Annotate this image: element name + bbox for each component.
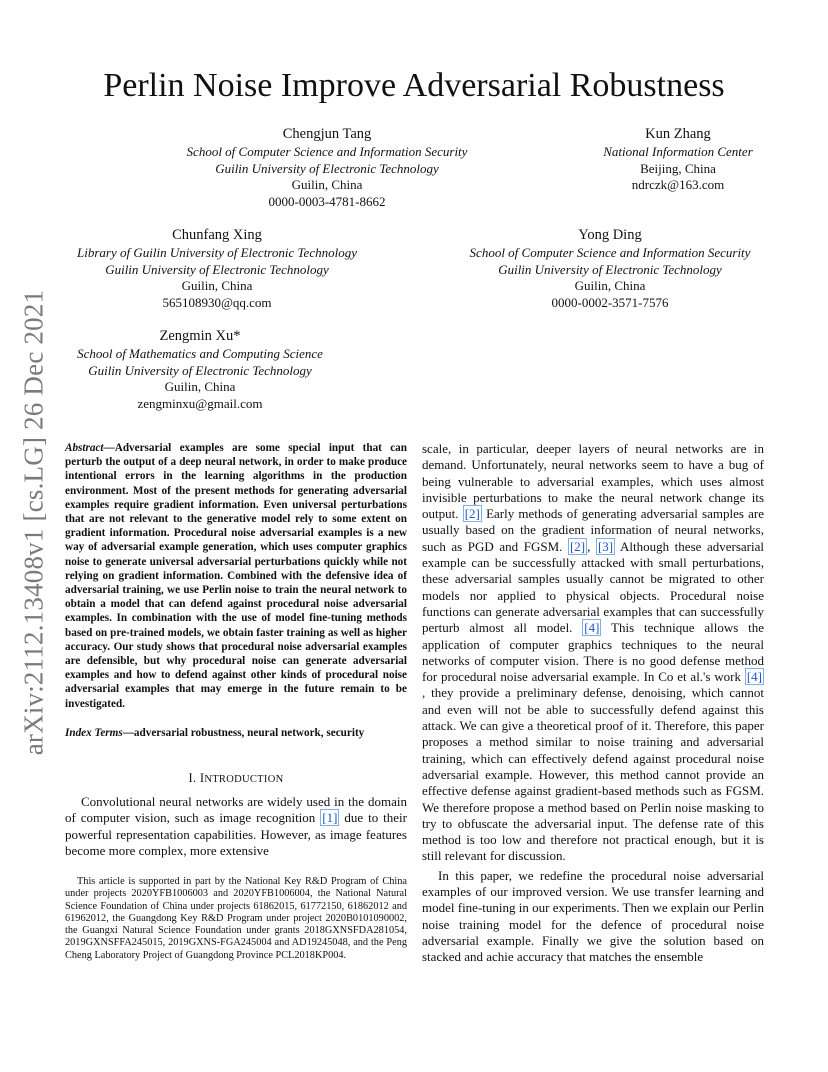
author-city: Beijing, China [640,160,716,176]
author-name: Chunfang Xing [172,227,262,243]
author-affiliation: School of Computer Science and Information Security [469,245,751,260]
author-block-tang [160,125,494,210]
arxiv-stamp [10,287,58,757]
intro-right-column [422,441,764,966]
section-initial: I [199,771,205,785]
author-city: Guilin, China [291,177,363,192]
author-affiliation: Guilin University of Electronic Technology [88,362,312,378]
author-affiliation: Library of Guilin University of Electronic Technology [77,245,357,260]
author-affiliation: School of Mathematics and Computing Science [77,346,323,361]
text-run: Convolutional neural networks are widely used in the domain of computer vision, such as image recognition [65,794,407,826]
citation-link[interactable]: [3] [597,538,614,554]
author-name: Chengjun Tang [282,126,372,142]
index-terms [65,726,407,740]
author-block-ding [440,226,780,311]
author-email: ndrczk@163.com [631,177,725,192]
section-number: I. [188,771,200,785]
author-orcid: 0000-0003-4781-8662 [268,193,386,209]
citation-link[interactable]: [2] [464,506,480,522]
intro-left-column [65,794,407,860]
citation-link[interactable]: [2] [569,538,586,554]
author-name: Yong Ding [578,227,642,243]
paragraph: In this paper, we redefine the procedural noise adversarial examples of our improved version. We use transfer learning and model fine-tuning in our experiments. Then we explain our Perlin noise training model for the defence of procedural noise adversarial example. Finally we give the solution based on stacked and achie accuracy that matches the ensemble [422,867,765,965]
section-title-rest: NTRODUCTION [204,774,284,785]
author-affiliation: Guilin University of Electronic Technology [105,261,329,277]
citation-link[interactable]: [4] [746,669,762,685]
index-terms-text: —adversarial robustness, neural network, security [122,727,365,739]
author-email: zengminxu@gmail.com [137,395,263,411]
author-name: Kun Zhang [645,126,711,142]
text-run: , they provide a preliminary defense, denoising, which cannot and even will not be able to successfully defend against this attack. We can give a theoretical proof of it. Therefore, this paper proposes a method similar to noise training and adversarial training, which can effectively defend against procedural noise adversarial example. However, this method cannot provide an effective defense against gradient-based methods such as FGSM. We therefore propose a method based on Perlin noise masking to try to obfuscate the adversarial input. The defense rate of this method is too low and therefore not practical enough, but it is still relevant for discussion. [422,685,764,864]
author-affiliation: National Information Center [603,144,753,159]
text-run: Although these adversarial example can be successfully attacked with small perturbations, these adversarial samples usually cannot be migrated to other models nor applied to physical objects. Procedural noise functions can generate adversarial examples that can successfully perturb almost all model. [422,538,764,636]
author-city: Guilin, China [181,278,253,293]
author-city: Guilin, China [574,278,646,293]
author-email: 565108930@qq.com [162,294,272,310]
arxiv-stamp-text: arXiv:2112.13408v1 [cs.LG] 26 Dec 2021 [18,289,49,755]
abstract-lead: Abstract [65,442,104,454]
text-run: , [587,538,596,554]
index-terms-lead: Index Terms [65,727,123,739]
paragraph [65,794,407,860]
author-affiliation: Guilin University of Electronic Technology [498,261,722,277]
author-block-xing [52,226,382,311]
footnote-text: This article is supported in part by the National Key R&D Program of China under projects 2020YFB1006003 and 2020YFB1006004, the National Natural Science Foundation of China under projects 61862015, 61772150, 61862012 and 61962012, the Guangdong Key R&D Program under project 2020B0101090002, the Guangxi Natural Science Foundation under grants 2018GXNSFDA281054, 2019GXNSFFA245015, 2019GXNS-FGA245004 and AD19245048, and the Peng Cheng Laboratory Project of Guangdong Province PCL2018KP004. [65,876,407,961]
paragraph [422,441,764,865]
text-run: This technique allows the application of computer graphics techniques to the neural networks of computer vision. There is no good defense method for procedural noise adversarial example. In Co et al.'s work [422,620,764,685]
abstract [65,441,407,711]
funding-footnote [65,876,407,962]
author-block-xu [55,327,345,412]
paper-title: Perlin Noise Improve Adversarial Robustness [103,67,725,104]
text-run: due to their powerful representation capabilities. However, as image features become more complex, more extensive [65,810,407,859]
author-affiliation: School of Computer Science and Information Security [186,144,468,159]
text-run: Early methods of generating adversarial samples are usually based on the gradient information of neural networks, such as PGD and FGSM. [422,506,764,554]
author-orcid: 0000-0002-3571-7576 [551,294,669,310]
author-name: Zengmin Xu* [159,328,241,344]
citation-link[interactable]: [4] [584,620,600,636]
section-heading [65,771,407,786]
author-block-zhang [578,125,778,194]
author-affiliation: Guilin University of Electronic Technology [215,160,439,176]
author-city: Guilin, China [164,379,236,394]
text-run: scale, in particular, deeper layers of neural networks are in demand. Unfortunately, neural networks seem to have a bug of being vulnerable to adversarial examples, which uses almost invisible perturbations to make the neural network change its output. [422,441,764,522]
citation-link[interactable]: [1] [322,810,338,826]
abstract-text: —Adversarial examples are some special input that can perturb the output of a deep neural network, in order to make produce intentional errors in the learning algorithms in the production environment. Most of the present methods for generating adversarial examples require gradient information. Even universal perturbations that are not relevant to the generative model rely to some extent on gradient information. Procedural noise adversarial examples is a new way of adversarial example generation, which uses computer graphics noise to generate universal adversarial perturbations quickly while not relying on gradient information. Combined with the defensive idea of adversarial training, we use Perlin noise to train the neural network to obtain a model that can defend against procedural noise adversarial examples. In combination with the use of model fine-tuning methods based on pre-trained models, we obtain faster training as well as higher accuracy. Our study shows that procedural noise adversarial examples are defensible, but why procedural noise can generate adversarial examples and how to defend against other kinds of procedural noise adversarial examples that may emerge in the future remain to be investigated. [65,442,407,710]
